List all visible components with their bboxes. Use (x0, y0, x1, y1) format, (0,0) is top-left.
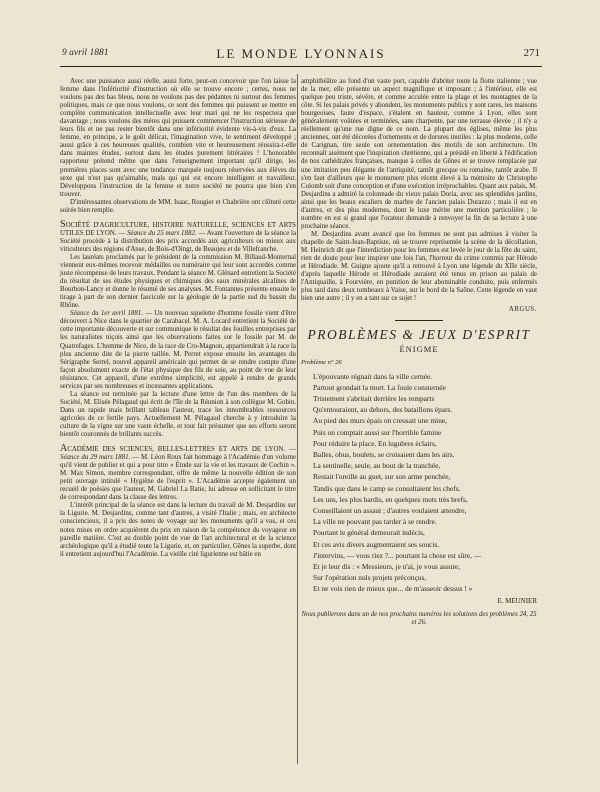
problem-number: Problème n° 26 (301, 359, 342, 367)
article-paragraph: D'intéressantes observations de MM. Isaac, Rougier et Chabrière ont clôturé cette soirée bien remplie. (60, 198, 296, 214)
poem-line: Sur l'opération nuls projets préconçus, (313, 573, 427, 583)
article-paragraph: L'intérêt principal de la séance est dans la lecture du travail de M. Desjardins sur la Ligurie. M. Desjardins, comme tant d'autres, a visité l'Italie ; mais, en architecte consciencieux, il a pris des notes de voyage sur les monuments qu'il a vus, et ces notes mises en ordre acquièrent du prix en raison de la compétence du voyageur en pareille matière. C'est au double point de vue de l'art architectural et de la science archéologique qu'il a étudié toute la Ligurie, et, en particulier, Gênes la superbe, dont il entretient aujourd'hui l'Académie. La vieille cité ligurienne est bâtie en (60, 502, 296, 558)
poem-line: Conseillaient un assaut ; d'autres voulaient attendre, (313, 505, 467, 515)
poem-line: Au pied des murs épais on creusait une mine, (313, 416, 448, 426)
section-heading: CADÉMIE DES SCIENCES, BELLES-LETTRES ET ARTS DE LYON. (67, 446, 286, 454)
issue-date: 9 avril 1881 (62, 48, 109, 58)
poem-line: Pour réduire la place. En lugubres éclairs, (313, 438, 437, 448)
page-number: 271 (523, 47, 540, 59)
poem-author: E. MEUNIER (497, 596, 537, 605)
article-paragraph: Avec une puissance aussi réelle, aussi forte, peut-on concevoir que l'on laisse la femme dans l'infériorité d'instruction où elle se trouve encore ; certes, nous ne voulons pas des bas bleus, nous ne voulons pas des pédantes ni surtout des femmes politiques, mais ce que nous voulons, ce sont des femmes qui puissent se mettre en complète communication intellectuelle avec leur mari qui ne les respectera que davantage ; nous voulons des mères qui puissent commencer l'instruction sérieuse de leurs fils et ne pas rester bientôt dans une infériorité évidente vis-à-vis d'eux. La femme, en principe, a le goût délicat, l'imagination vive, le sentiment développé ; aussi grâce à ces heureuses qualités, combien vite et heureusement réussira-t-elle dans maintes études, surtout dans les études purement littéraires ! L'honorable rapporteur prétend même que dans l'enseignement important qu'il dirige, les premières places sont avec une tendance marquée toujours réservées aux élèves du sexe qui n'est pas qu'aimable, mais qui qui est encore intelligent et travailleur. Développons l'instruction de la femme et notre société ne pourra que bien s'en trouver. (60, 78, 296, 198)
poem-line: Tandis que dans le camp se consultaient les chefs. (313, 483, 461, 493)
section-academie: ACADÉMIE DES SCIENCES, BELLES-LETTRES ET ARTS DE LYON. — Séance du 29 mars 1881. — M. Léon Roux fait hommage à l'Académie d'un volume qu'il vient de publier et qui a pour titre « Étude sur la vie et les travaux de Cochin ». M. Max Simon, membre correspondant, offre de même la nouvelle édition de son petit ouvrage intitulé « Hygiène de l'esprit ». L'Académie accepte également un recueil de poésies que l'auteur, M. Gabriel La Batie, lui adresse en sollicitant le titre de correspondant dans la classe des lettres. (60, 443, 296, 502)
poem-line: Puis on comptait aussi sur l'horrible famine (313, 427, 442, 437)
enigma-poem (301, 371, 537, 595)
poem-line: Balles, obus, boulets, se croisaient dans les airs. (313, 449, 455, 459)
article-paragraph: — Un nouveau squelette d'homme fossile vient d'être découvert à Nice dans le quartier de Carabacel. M. A. Locard entretient la Société de cette importante découverte et sur communique le résultat des fouilles entreprises par les naturalistes niçois ainsi que les observations faites sur le fossile par M. de Quatrefages. L'homme de Nice, de la race de Cro-Magnon, appartiendrait à la race la plus ancienne dite de la pierre taillée. M. Perret expose ensuite les avantages du Sérigraphe Serrel, nouvel appareil américain qui permet de se rendre compte d'une façon absolument exacte de l'état physique des fils de soie, au point de vue de leur résistance. Cet appareil, d'une extrême simplicité, est appelé à rendre de grands services par ses nombreuses et incessantes applications. (60, 310, 296, 390)
drop-letter: A (60, 443, 68, 455)
page-header (62, 46, 540, 62)
poem-line: Tristement s'abritait derrière les remparts (313, 393, 435, 403)
problems-title: PROBLÈMES & JEUX D'ESPRIT (307, 327, 531, 343)
article-paragraph: M. Desjardins avant avancé que les femmes ne sont pas admises à visiter la chapelle de Saint-Jean-Baptiste, où se trouve représentée la scène de la décollation, M. Heinrich dit que l'interdiction pour les femmes est levée le jour de la fête du saint, rien de doute pour leur inspirer une fois l'an, l'horreur du crime commis par Hérode et Hérodiade. M. Guigue ajoute qu'il a retrouvé à Lyon une légende du XIIe siècle, d'après laquelle Hérode et Hérodiade auraient été tenus en prison au palais de l'Antiquaille, à Fourvière, en punition de leur abominable conduite, puis enfermés plus tard dans deux tombeaux à Vaise, sur le bord de la Saône. Cette légende en vaut bien une autre ; il y en a tant sur ce sujet ! (301, 230, 537, 303)
poem-line: La sentinelle, seule, au bout de la tranchée, (313, 461, 441, 471)
article-paragraph: La séance est terminée par la lecture d'une lettre de l'un des membres de la Société, M. Elisée Pélagaud qui écrit de l'île de la Réunion à son collègue M. Gobin. Dans un rapide mais brillant tableau l'auteur, trace les innombrables ressources agricoles de ce fertile pays. Actuellement M. Pélagaud cherche à y introduire la culture de la vigne sur une vaste échelle, et tout fait présumer que ses efforts seront bientôt couronnés de brillants succès. (60, 390, 296, 439)
poem-line: L'épouvante régnait dans la ville cernée. (313, 371, 433, 381)
drop-letter: S (60, 218, 66, 230)
poem-line: Et ces avis divers augmentaient ses soucis. (313, 539, 440, 549)
session-date: Séance du 1er avril 1881. (70, 310, 143, 318)
section-agriculture: SOCIÉTÉ D'AGRICULTURE, HISTOIRE NATURELLE, SCIENCES ET ARTS UTILES DE LYON. — Séance du 25 mars 1882. — Avant l'ouverture de la séance la Société procède à la distribution des prix accordés aux agriculteurs ou mieux aux viticulteurs des régions d'Anse, de Bois-d'Oingt, de Beaujeu et de Villefranche. (60, 218, 296, 253)
poem-line: J'intervins, — vous riez ?... pourtant la chose est sûre, — (313, 550, 482, 560)
right-column (301, 78, 537, 627)
masthead-title: LE MONDE LYONNAIS (216, 46, 386, 61)
poem-line: La ville ne pouvant pas tarder à se rendre. (313, 517, 437, 527)
article-signature: ARGUS. (508, 306, 537, 314)
header-rule (60, 66, 542, 67)
section-separator (395, 320, 443, 321)
article-paragraph: — M. Léon Roux fait hommage à l'Académie d'un volume qu'il vient de publier et qui a pour titre « Étude sur la vie et les travaux de Cochin ». M. Max Simon, membre correspondant, offre de même la nouvelle édition de son petit ouvrage intitulé « Hygiène de l'esprit ». L'Académie accepte également un recueil de poésies que l'auteur, M. Gabriel La Batie, lui adresse en sollicitant le titre de correspondant dans la classe des lettres. (60, 454, 296, 502)
poem-line: Et je leur dis : « Messieurs, je n'ai, je vous assure, (313, 561, 461, 571)
problems-subtitle: ÉNIGME (399, 344, 439, 355)
article-paragraph: — Avant l'ouverture de la séance la Société procède à la distribution des prix accordés aux agriculteurs ou mieux aux viticulteurs des régions d'Anse, de Bois-d'Oingt, de Beaujeu et de Villefranche. (60, 229, 296, 253)
column-divider (297, 74, 298, 764)
session-date: Séance du 25 mars 1882. (126, 229, 197, 237)
poem-line: Et ne vois rien de mieux que... de m'asseoir dessus ! » (313, 584, 473, 594)
poem-line: Partout grondait la mort. La foule consternée (313, 382, 446, 392)
poem-line: Pourtant le général demeurait indécis, (313, 528, 425, 538)
poem-line: Les uns, les plus hardis, en quelques mots très brefs, (313, 494, 468, 504)
solutions-note: Nous publierons dans un de nos prochains numéros les solutions des problèmes 24, 25 et 26. (301, 610, 537, 626)
article-paragraph: amphithéâtre au fond d'un vaste port, capable d'abriter toute la flotte italienne ; vue de la mer, elle présente un aspect magnifique et imposant ; à l'intérieur, elle est quelque peu triste, sévère, et comme acculée entre la plage et les montagnes de la côte. Si les palais privés y abondent, les monuments publics y sont rares, les maisons bourgeoises, faute d'espace, s'étalent en hauteur, comme à Lyon, elles sont généralement voûtées et terminées, sans charpente, par une terrasse élevée ; il n'y a réellement qu'une rue digne de ce nom. La plupart des églises, même les plus anciennes, ont été décorées d'ornements et de dorures inutiles : la plus moderne, celle de Carignan, tire seule son ornementation des motifs de son architecture. On reconnaît aisément que l'inspiration chrétienne, qui a présidé en liberté à l'édification de nos cathédrales françaises, manque à celles de Gênes et se trouve remplacée par une imitation peu élégante de l'antiquité, tantôt grecque ou romaine, tantôt arabe. Il s'en faut d'ailleurs que le monument plus récent élevé à la mémoire de Christophe Colomb soit d'une conception et d'une exécution irréprochables. Quant aux palais, M. Desjardins a admiré la colonnade du vieux palais Doria, avec ses splendides jardins, ainsi que les beaux escaliers de marbre de l'ancien palais Durazzo ; mais il est en d'autres, et des plus modernes, dont le luxe mérite une mention particulière ; le nombre en est si grand que l'orateur demande à renvoyer la fin de sa lecture à une prochaine séance. (301, 78, 537, 230)
poem-line: Qu'entouraient, au dehors, des bataillons épars. (313, 405, 453, 415)
left-column (60, 78, 296, 758)
section-agriculture-2 (60, 310, 296, 390)
article-paragraph: Les lauréats proclamés par le président de la commission M. Billaud-Monternal viennent eux-mêmes recevoir médailles ou numéraire qui leur sont accordés comme juste récompense de leurs travaux. Pendant la séance M. Glénard entretient la Société du résultat de ses études physiques et chimiques des eaux minérales alcalines de Bourbon-Lancy et donne le résumé de ses analyses. M. Fontannes présente ensuite le tirage à part de son dernier fascicule sur la géologie de la partie sud du bassin du Rhône. (60, 253, 296, 310)
poem-line: Restait l'oreille au guet, sur son arme penchée, (313, 472, 451, 482)
session-date: Séance du 29 mars 1881. (60, 454, 131, 462)
section-heading: OCIÉTÉ D'AGRICULTURE, HISTOIRE NATURELLE, SCIENCES ET ARTS UTILES DE LYON. (60, 221, 296, 237)
